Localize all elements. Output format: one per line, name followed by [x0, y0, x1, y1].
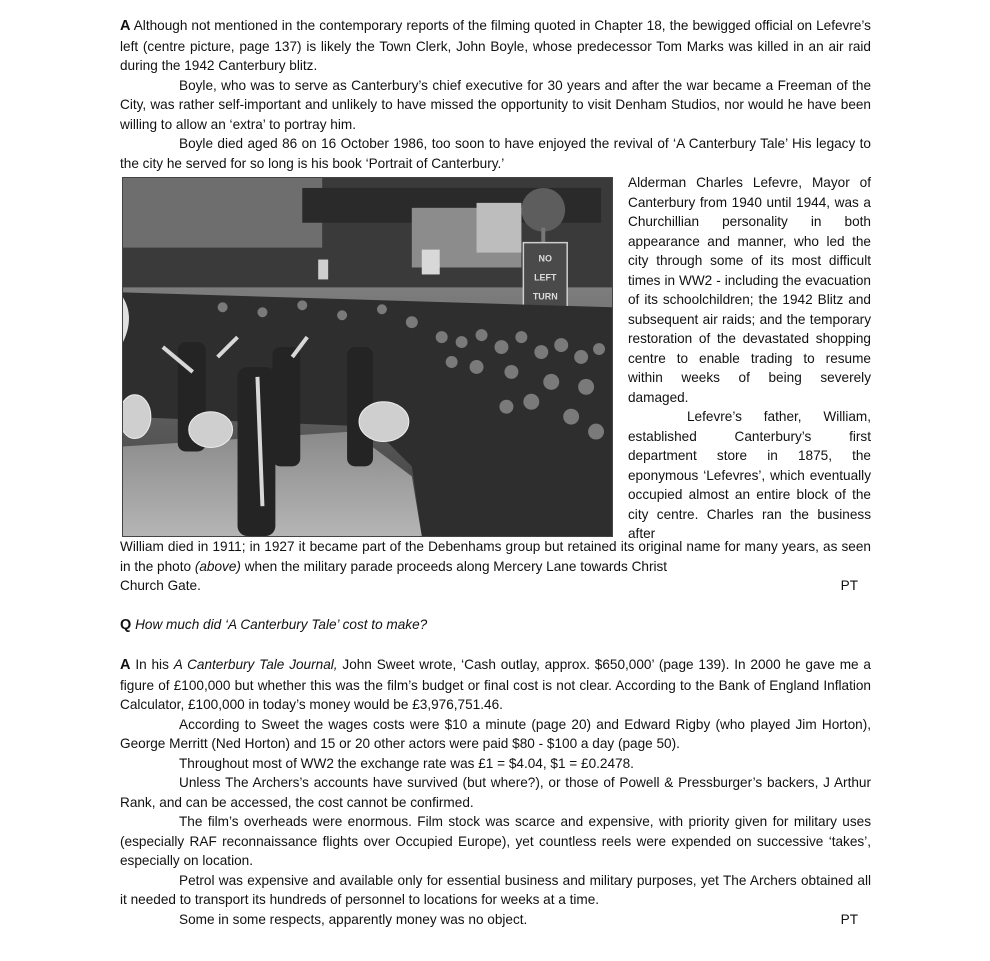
svg-text:NO: NO — [538, 253, 552, 264]
paragraph-petrol: Petrol was expensive and available only for essential business and military purposes, yet The Archers obtained all it needed to transport its hundreds of personnel to locations for weeks at a time. — [120, 872, 871, 907]
paragraph-accounts: Unless The Archers’s accounts have survived (but where?), or those of Powell & Pressburger’s backers, J Arthur Rank, and can be accessed, the cost cannot be confirmed. — [120, 775, 871, 810]
closing-line-row — [120, 910, 871, 930]
document-page — [120, 16, 871, 929]
paragraph-boyle-died: Boyle died aged 86 on 16 October 1986, too soon to have enjoyed the revival of ‘A Canterbury Tale’ His legacy to the city he served for so long is his book ‘Portrait of Canterbury.’ — [120, 136, 871, 171]
parade-photo-illustration — [123, 178, 612, 536]
photo-with-caption-block — [120, 175, 871, 541]
svg-text:TURN: TURN — [532, 291, 558, 302]
answer-paragraph-1: A Although not mentioned in the contemporary reports of the filming quoted in Chapter 18, the bewigged official on Lefevre’s left (centre picture, page 137) is likely the Town Clerk, John Boyle, whose predecessor Tom Marks was killed in an air raid during the 1942 Canterbury blitz. — [120, 18, 871, 73]
paragraph-debenhams: William died in 1911; in 1927 it became part of the Debenhams group but retained its original name for many years, as seen in the photo (above) when the military parade proceeds along Mercery Lane towards Christ — [120, 539, 871, 574]
no-left-turn-sign — [523, 243, 567, 309]
paragraph-boyle-freeman: Boyle, who was to serve as Canterbury’s chief executive for 30 years and after the war became a Freeman of the City, was rather self-important and unlikely to have missed the opportunity to visit Denham Studios, nor would he have been willing to allow an ‘extra’ to portray him. — [120, 77, 871, 132]
question-text: How much did ‘A Canterbury Tale’ cost to make? — [135, 617, 428, 632]
closing-line-row: Church Gate. PT — [120, 576, 871, 596]
answer-marker: A — [120, 657, 131, 673]
svg-text:LEFT: LEFT — [534, 272, 557, 283]
photo-side-text — [628, 173, 871, 544]
paragraph-lefevre-father: Lefevre’s father, William, established Canterbury’s first department store in 1875, the eponymous ‘Lefevres’, which eventually occupied almost an entire block of the city centre. Charles ran the business after — [628, 409, 871, 541]
question-marker: Q — [120, 617, 132, 633]
answer-marker: A — [120, 18, 131, 34]
paragraph-wages: According to Sweet the wages costs were $10 a minute (page 20) and Edward Rigby (who played Jim Horton), George Merritt (Ned Horton) and 15 or 20 other actors were paid $80 - $100 a day (page 50). — [120, 716, 871, 751]
answer-paragraph-2: A In his A Canterbury Tale Journal, John Sweet wrote, ‘Cash outlay, approx. $650,000’ (page 139). In 2000 he gave me a figure of £100,000 but whether this was the film’s budget or final cost is not clear. According to the Bank of England Inflation Calculator, £100,000 in today’s money would be £3,976,751.46. — [120, 657, 871, 712]
paragraph-money: Some in some respects, apparently money was no object. — [179, 911, 528, 927]
paragraph-charles-lefevre: Alderman Charles Lefevre, Mayor of Canterbury from 1940 until 1944, was a Churchillian personality in both appearance and manner, who led the city through some of its most difficult times in WW2 - including the evacuation of its schoolchildren; the 1942 Blitz and subsequent air raids; and the temporary restoration of the devastated shopping centre to enable trading to resume within weeks of being severely damaged. — [628, 175, 871, 405]
question-line — [120, 615, 871, 636]
paragraph-exchange-rate: Throughout most of WW2 the exchange rate was £1 = $4.04, $1 = £0.2478. — [179, 755, 634, 771]
paragraph-overheads: The film’s overheads were enormous. Film stock was scarce and expensive, with priority given for military uses (especially RAF reconnaissance flights over Occupied Europe), yet countless reels were expended on successive ‘takes’, especially on location. — [120, 814, 871, 868]
author-signature: PT — [840, 578, 858, 593]
parade-photo — [122, 177, 613, 537]
author-signature: PT — [840, 911, 858, 927]
